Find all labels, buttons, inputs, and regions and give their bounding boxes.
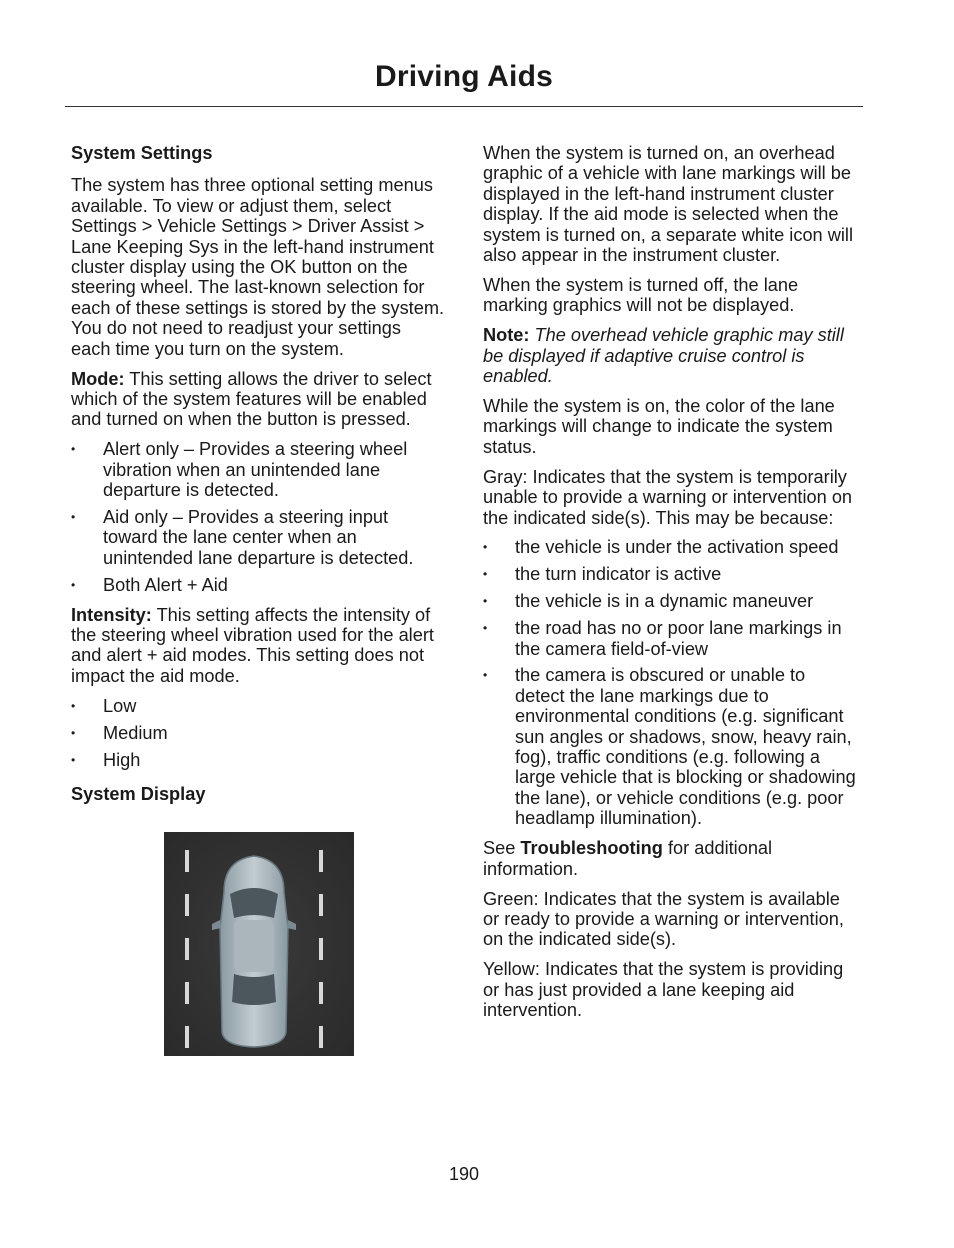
intensity-paragraph (71, 605, 445, 687)
gray-status-paragraph: Gray: Indicates that the system is temporarily unable to provide a warning or intervention on the indicated side(s). This may be because: (483, 466, 853, 528)
title-divider (65, 106, 863, 107)
list-item: • High (71, 750, 445, 770)
intensity-text: This setting affects the intensity of the steering wheel vibration used for the alert and alert + aid modes. This setting does not impact the aid mode. (71, 604, 434, 686)
mode-label: Mode: (71, 368, 125, 389)
settings-paragraph: The system has three optional setting menus available. To view or adjust them, select Settings > Vehicle Settings > Driver Assist > Lane Keeping Sys in the left-hand instrument cluster display using the OK button on the steering wheel. The last-known selection for each of these settings is stored by the system. You do not need to readjust your settings each time you turn on the system. (71, 175, 445, 359)
overhead-vehicle-graphic (164, 832, 354, 1056)
note-text: The overhead vehicle graphic may still be displayed if adaptive cruise control is enabled. (483, 325, 844, 387)
mode-paragraph (71, 369, 445, 430)
list-item: • the vehicle is under the activation speed (483, 537, 857, 557)
see-prefix: See (483, 838, 521, 859)
lane-color-paragraph: While the system is on, the color of the lane markings will change to indicate the system status. (483, 395, 835, 457)
page-title: Driving Aids (375, 60, 553, 93)
overhead-graphic-paragraph: When the system is turned on, an overhead graphic of a vehicle with lane markings will be displayed in the left-hand instrument cluster display. If the aid mode is selected when the system is turned on, a separate white icon will also appear in the instrument cluster. (483, 143, 853, 266)
list-item: • the vehicle is in a dynamic maneuver (483, 591, 857, 611)
green-status-paragraph: Green: Indicates that the system is available or ready to provide a warning or intervention, on the indicated side(s). (483, 888, 844, 950)
list-item: • the turn indicator is active (483, 564, 857, 584)
left-column (71, 143, 445, 1056)
list-item: • Alert only – Provides a steering wheel vibration when an unintended lane departure is detected. (71, 439, 445, 500)
mode-list (71, 439, 445, 595)
yellow-status-paragraph: Yellow: Indicates that the system is providing or has just provided a lane keeping aid intervention. (483, 959, 844, 1021)
list-item: • the road has no or poor lane markings in the camera field-of-view (483, 618, 857, 659)
system-display-heading: System Display (71, 783, 206, 804)
list-item: • Both Alert + Aid (71, 575, 445, 595)
intensity-label: Intensity: (71, 604, 152, 625)
list-item: • Aid only – Provides a steering input toward the lane center when an unintended lane departure is detected. (71, 507, 445, 568)
troubleshooting-reference: Troubleshooting (520, 838, 663, 859)
system-off-paragraph: When the system is turned off, the lane marking graphics will not be displayed. (483, 274, 799, 316)
note-paragraph (483, 325, 857, 386)
intensity-list (71, 696, 445, 770)
list-item: • the camera is obscured or unable to detect the lane markings due to environmental conditions (e.g. significant sun angles or shadows, snow, heavy rain, fog), traffic conditions (e.g. following a large vehicle that is blocking or shadowing the lane), or vehicle conditions (e.g. poor headlamp illumination). (483, 665, 857, 828)
car-lane-illustration (164, 832, 354, 1056)
see-suffix: for additional information. (483, 838, 773, 879)
page-number: 190 (448, 1164, 480, 1184)
system-settings-heading: System Settings (71, 143, 213, 163)
note-label: Note: (483, 325, 530, 346)
list-item: • Low (71, 696, 445, 716)
vehicle-icon (212, 856, 296, 1047)
right-column (483, 143, 857, 1030)
see-troubleshooting-paragraph (483, 838, 857, 879)
list-item: • Medium (71, 723, 445, 743)
mode-text: This setting allows the driver to select which of the system features will be enabled and turned on when the button is pressed. (71, 368, 432, 430)
gray-reasons-list (483, 537, 857, 828)
